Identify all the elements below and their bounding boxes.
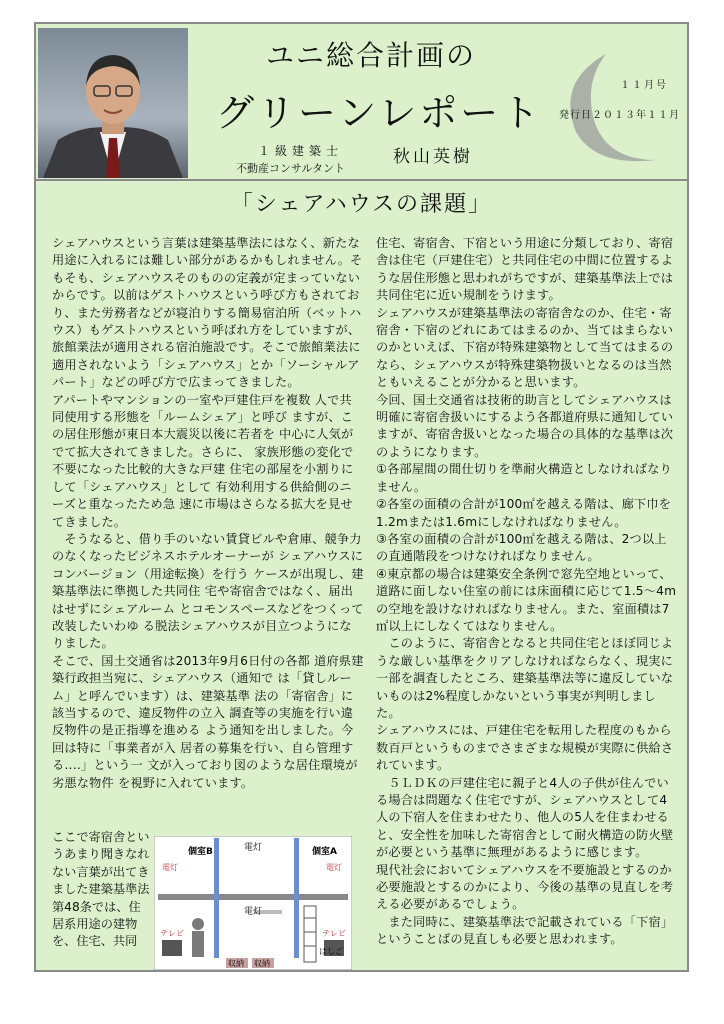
partition-wall: [294, 838, 299, 958]
storage-label: 収納: [228, 959, 244, 968]
right-column: [376, 235, 678, 949]
author-name: 秋山英樹: [393, 147, 473, 167]
list-item: ④東京都の場合は建築安全条例で窓先空地といって、道路に面しない住室の前には床面積に応じて1.5〜4mの空地を設けなければなりません。また、室面積は7㎡以上にしなくてはなりません。: [376, 566, 677, 633]
author-role-architect: １級建築士: [258, 144, 344, 158]
paragraph: ５ＬＤＫの戸建住宅に親子と4人の子供が住んでいる場合は問題なく住宅ですが、シェアハウスとして4人の下宿人を住まわせたり、他人の5人を住まわせると、安全性を加味した寄宿舎として耐火構造の防火壁が必要という基準に無理があるように感じます。: [376, 775, 674, 860]
room-b-label: 個室B: [188, 847, 213, 857]
issue-label: １１月号: [620, 80, 668, 91]
newsletter-title: グリーンレポート: [216, 91, 543, 135]
lamp-label: 電灯: [244, 907, 263, 917]
tv-label: テレビ: [322, 929, 346, 938]
paragraph: このように、寄宿舎となると共同住宅とほぼ同じような厳しい基準をクリアしなければならなく、現実に一部を調査したところ、建築基準法等に違反していないものは2%程度しかないという事実が判明しました。: [376, 636, 674, 720]
author-role-consultant: 不動産コンサルタント: [236, 162, 346, 175]
list-item: ①各部屋間の間仕切りを準耐火構造としなければなりません。: [376, 462, 673, 494]
newsletter-header: [36, 24, 687, 181]
person-figure: [192, 918, 204, 930]
paragraph: シェアハウスという言葉は建築基準法にはなく、新たな用途に入れるには難しい部分があるかもしれません。そもそも、シェアハウスそのものの定義が定まっていないからです。以前はゲストハウスという呼び方もされており、また労務者などが寝泊りする簡易宿泊所（ベットハウス）もゲストハウスという呼ばれ方をしていますが、旅館業法が適用される宿泊施設です。そこで旅館業法に適用されないよう「シェアハウス」とか「ソーシャルアパート」などの呼び方で広まってきました。: [52, 236, 363, 390]
author-photo: [38, 28, 188, 178]
publication-date: 発行日２０１３年１１月: [559, 110, 680, 121]
room-a-label: 個室A: [312, 847, 337, 857]
left-column: [52, 235, 364, 792]
paragraph: 住宅、寄宿舎、下宿という用途に分類しており、寄宿舎は住宅（戸建住宅）と共同住宅の中間に位置するような居住形態と思われがちですが、建築基準法上では共同住宅に近い規制をうけます。: [376, 236, 674, 303]
paragraph: 今回、国土交通省は技術的助言としてシェアハウスは明確に寄宿舎扱いにするよう各都道府県に通知していますが、寄宿舎扱いとなった場合の具体的な基準は次のようになります。: [376, 392, 674, 459]
lamp-label: 電灯: [326, 863, 342, 872]
list-item: ②各室の面積の合計が100㎡を越える階は、廊下巾を1.2mまたは1.6mにしなければなりません。: [376, 497, 672, 529]
paragraph: シェアハウスには、戸建住宅を転用した程度のもから数百戸というものまでさまざまな規模が実際に供給されています。: [376, 723, 674, 773]
article-title: 「シェアハウスの課題」: [230, 192, 493, 217]
newsletter-company-title: ユニ総合計画の: [266, 39, 477, 72]
paragraph: 現代社会においてシェアハウスを不要施設とするのか必要施設とするのかにより、今後の基準の見直しを考える必要があるでしょう。: [376, 862, 674, 912]
lamp-label: 電灯: [162, 863, 178, 872]
paragraph: そうなると、借り手のいない賃貸ビルや倉庫、競争力のなくなったビジネスホテルオーナーが シェアハウスにコンバージョン（用途転換）を行う ケースが出現し、建築基準法に準拠した共同住 宅や寄宿舎ではなく、届出はせずにシェアルーム とコモンスペースなどをつくって改装したいわゆ る脱法シェアハウスが目立つようになりました。: [52, 531, 364, 651]
partition-wall: [214, 838, 219, 958]
floor-slab: [158, 894, 348, 900]
newsletter-page: [34, 22, 689, 972]
lamp-label: 電灯: [244, 843, 263, 853]
shared-house-diagram: [154, 836, 352, 970]
narrow-text-block: [52, 829, 152, 951]
paragraph: ここで寄宿舎というあまり聞きなれない言葉が出てきました建築基準法第48条では、住居系用途の建物を、住宅、共同: [52, 830, 150, 949]
paragraph: そこで、国土交通省は2013年9月6日付の各都 道府県建築行政担当宛に、シェアハウス（通知で は「貸しルーム」と呼んでいます）は、建築基準 法の「寄宿舎」に該当するので、違反物件の立入 調査等の実施を行い違反物件の是正指導を進める よう通知を出しました。今回は特に「事業者が入 居者の募集を行い、自ら管理する‥‥」という一 文が入っており図のような居住環境が劣悪な物件 を視野に入れています。: [52, 653, 364, 790]
tv-label: テレビ: [160, 929, 184, 938]
ladder-label: はしご: [319, 947, 343, 956]
tv-icon: [162, 940, 182, 956]
list-item: ③各室の面積の合計が100㎡を越える階は、2つ以上の直通階段をつけなければなりません。: [376, 531, 667, 564]
paragraph: シェアハウスが建築基準法の寄宿舎なのか、住宅・寄宿舎・下宿のどれにあてはまるのか、当てはまらないのかといえば、下宿が特殊建築物として当てはまるのなら、シェアハウスが特殊建築物扱いとなるのは当然ともいえることが分かると思います。: [376, 305, 674, 390]
paragraph: また同時に、建築基準法で記載されている「下宿」ということばの見直しも必要と思われます。: [376, 914, 674, 947]
storage-label: 収納: [254, 959, 270, 968]
paragraph: アパートやマンションの一室や戸建住戸を複数 人で共同使用する形態を「ルームシェア」と呼び ますが、この居住形態が東日本大震災以後に若者を 中心に人気がでて拡大されてきました。さらに、 家族形態の変化で不要になった比較的大きな戸建 住宅の部屋を小割りにして「シェアハウス」として 有効利用する供給側のニーズと重なったため急 速に市場はさらなる拡大を見せてきました。: [52, 392, 354, 529]
